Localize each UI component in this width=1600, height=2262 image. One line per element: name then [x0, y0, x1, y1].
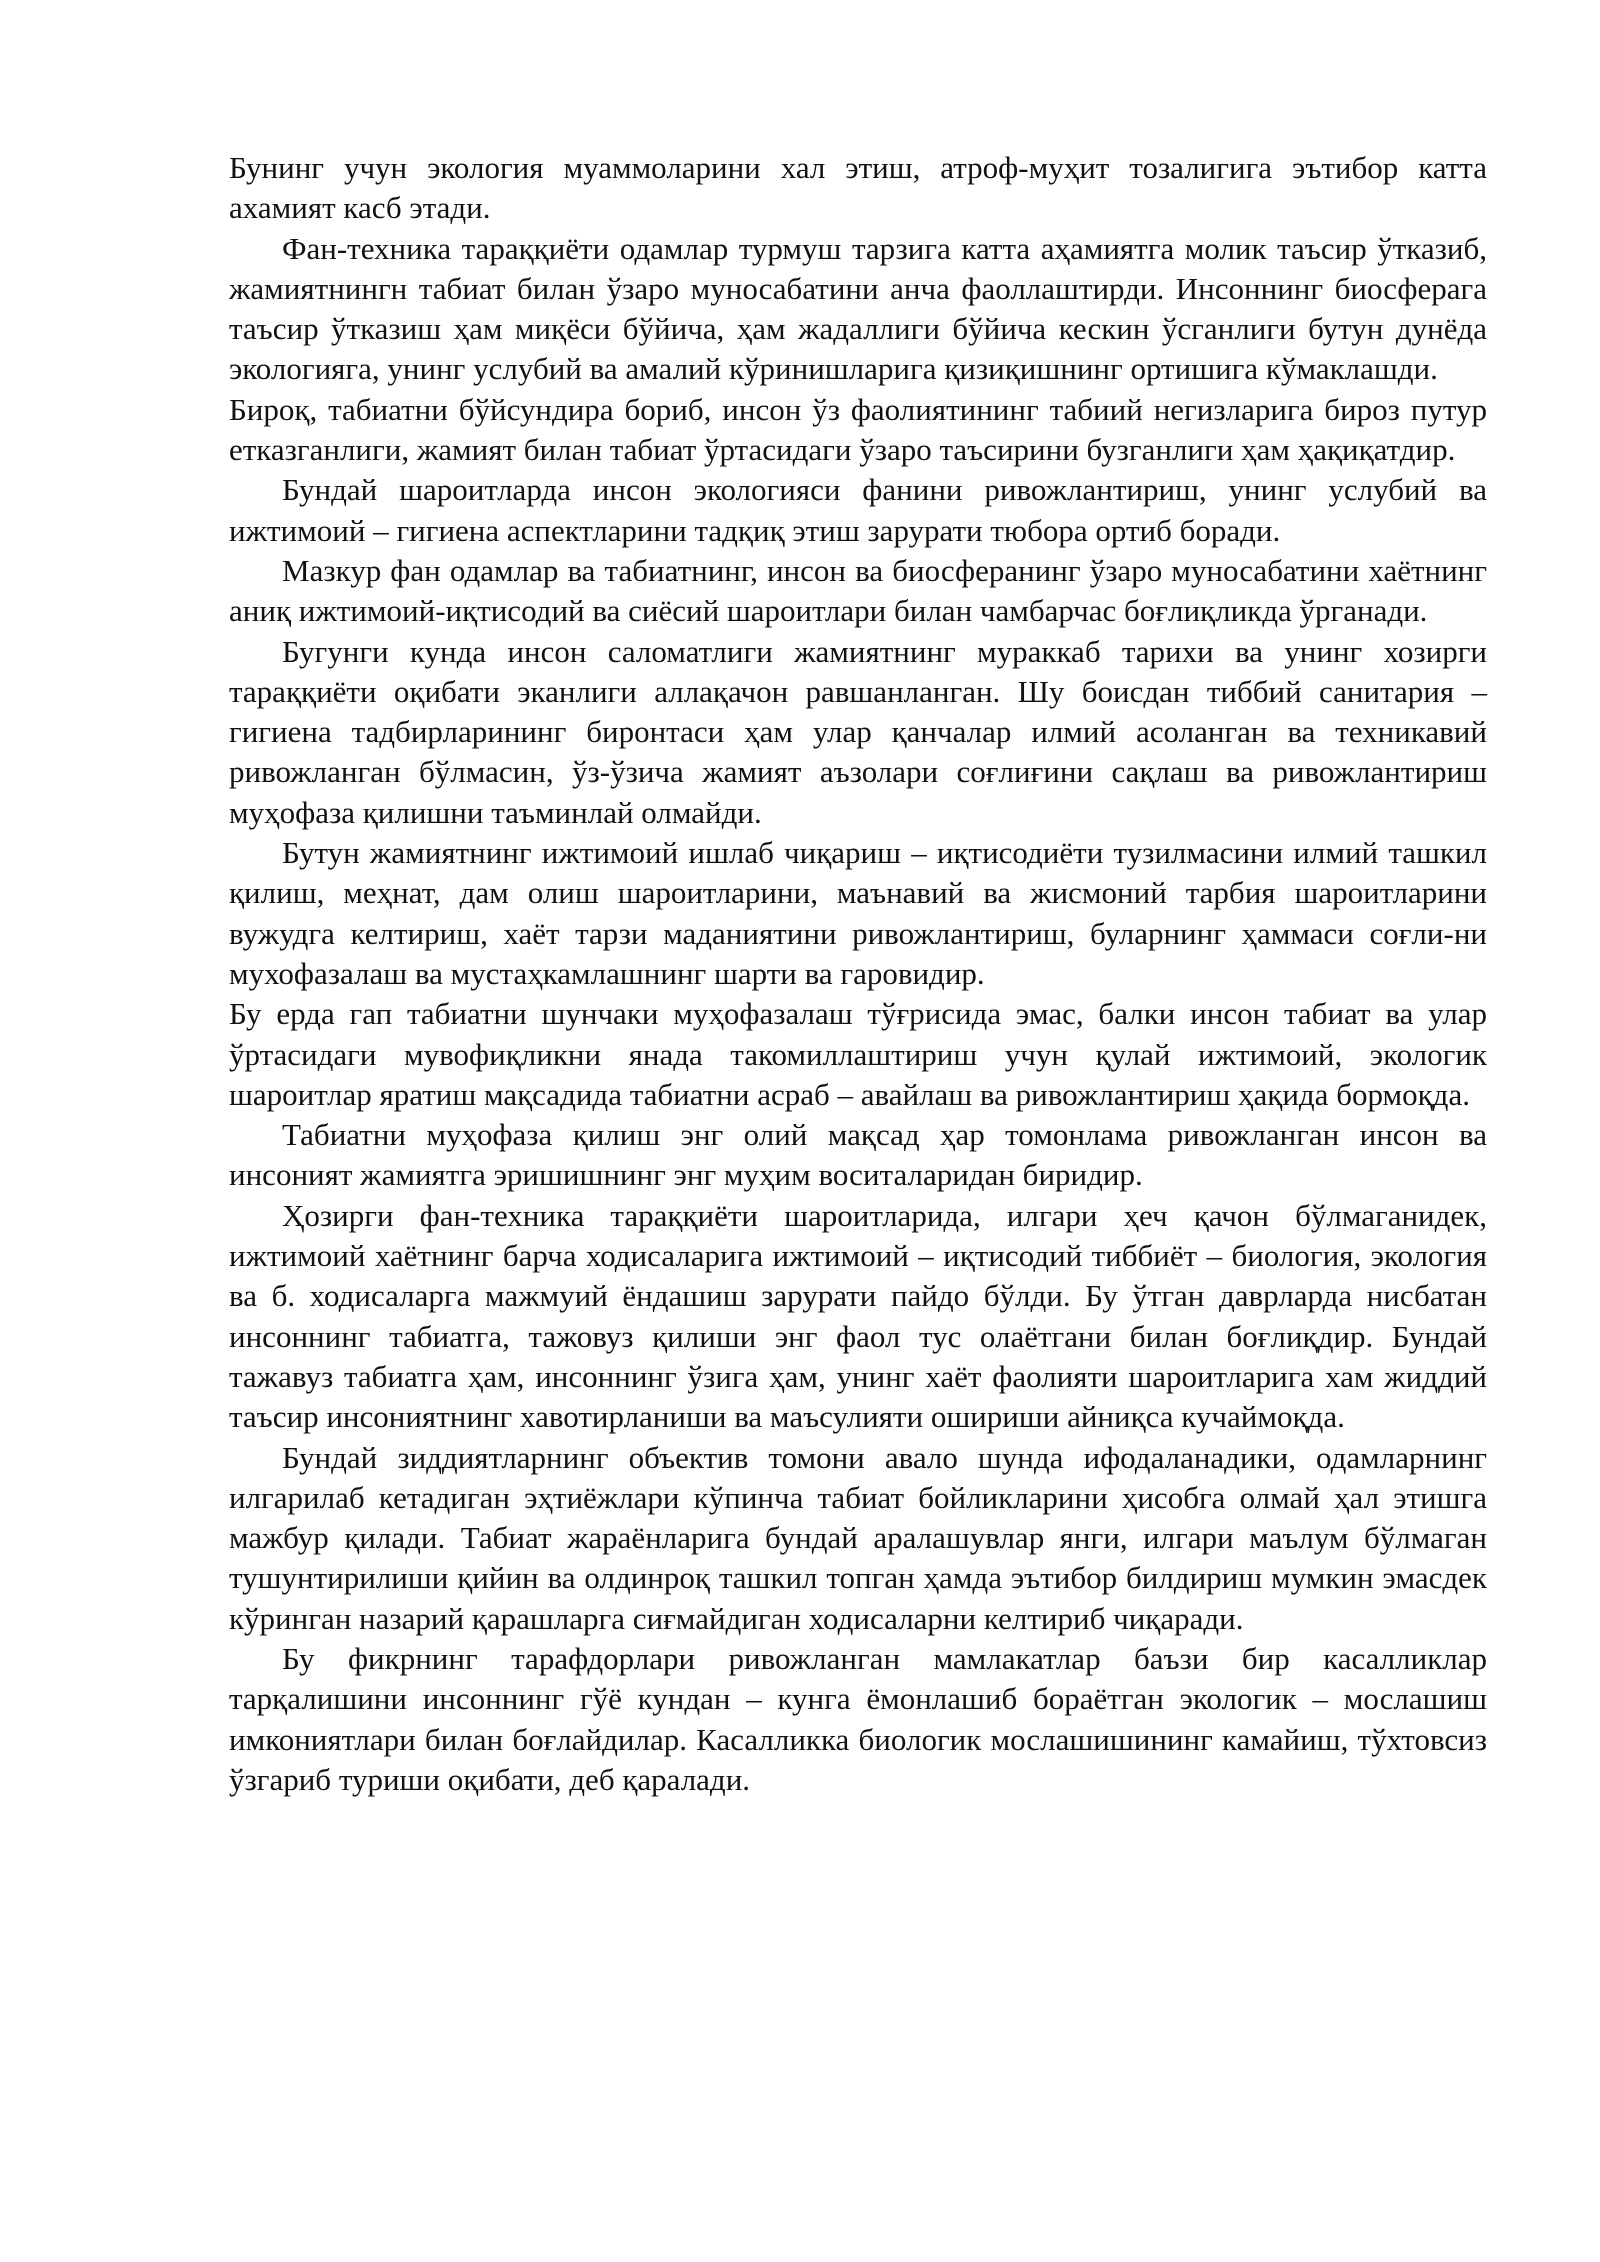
document-page — [229, 148, 1487, 1800]
paragraph-8: Бу ерда гап табиатни шунчаки муҳофазалаш тўғрисида эмас, балки инсон табиат ва улар ўртасидаги мувофиқликни янада такомиллаштириш учун қулай ижтимоий, экологик шароитлар яратиш мақсадида табиатни асраб – авайлаш ва ривожлантириш ҳақида бормоқда. — [229, 996, 1487, 1112]
paragraph-1: Бунинг учун экология муаммоларини хал этиш, атроф-муҳит тозалигига эътибор катта ахамият касб этади. — [229, 150, 1487, 226]
paragraph-4: Бундай шароитларда инсон экологияси фанини ривожлантириш, унинг услубий ва ижтимоий – гигиена аспектларини тадқиқ этиш зарурати тюбора ортиб боради. — [229, 472, 1487, 548]
paragraph-9: Табиатни муҳофаза қилиш энг олий мақсад ҳар томонлама ривожланган инсон ва инсоният жамиятга эришишнинг энг муҳим воситаларидан биридир. — [229, 1117, 1487, 1193]
paragraph-6: Бугунги кунда инсон саломатлиги жамиятнинг мураккаб тарихи ва унинг хозирги тараққиёти оқибати эканлиги аллақачон равшанланган. Шу боисдан тиббий санитария – гигиена тадбирларининг биронтаси ҳам улар қанчалар илмий асоланган ва техникавий ривожланган бўлмасин, ўз-ўзича жамият аъзолари соғлиғини сақлаш ва ривожлантириш муҳофаза қилишни таъминлай олмайди. — [229, 633, 1487, 830]
paragraph-10: Ҳозирги фан-техника тараққиёти шароитларида, илгари ҳеч қачон бўлмаганидек, ижтимоий хаётнинг барча ходисаларига ижтимоий – иқтисодий тиббиёт – биология, экология ва б. ходисаларга мажмуий ёндашиш зарурати пайдо бўлди. Бу ўтган даврларда нисбатан инсоннинг табиатга, тажовуз қилиши энг фаол тус олаётгани билан боғлиқдир. Бундай тажавуз табиатга ҳам, инсоннинг ўзига ҳам, унинг хаёт фаолияти шароитларига хам жиддий таъсир инсониятнинг хавотирланиши ва маъсулияти ошириши айниқса кучаймоқда. — [229, 1197, 1487, 1435]
paragraph-5: Мазкур фан одамлар ва табиатнинг, инсон ва биосферанинг ўзаро муносабатини хаётнинг аниқ ижтимоий-иқтисодий ва сиёсий шароитлари билан чамбарчас боғлиқликда ўрганади. — [229, 552, 1487, 629]
paragraph-2: Фан-техника тараққиёти одамлар турмуш тарзига катта аҳамиятга молик таъсир ўтказиб, жамиятнингн табиат билан ўзаро муносабатини анча фаоллаштирди. Инсоннинг биосферага таъсир ўтказиш ҳам миқёси бўйича, ҳам жадаллиги бўйича кескин ўсганлиги бутун дунёда экологияга, унинг услубий ва амалий кўринишларига қизиқишнинг ортишига кўмаклашди. — [229, 230, 1487, 387]
paragraph-3: Бироқ, табиатни бўйсундира бориб, инсон ўз фаолиятининг табиий негизларига бироз путур етказганлиги, жамият билан табиат ўртасидаги ўзаро таъсирини бузганлиги ҳам ҳақиқатдир. — [229, 391, 1487, 468]
paragraph-11: Бундай зиддиятларнинг объектив томони авало шунда ифодаланадики, одамларнинг илгарилаб кетадиган эҳтиёжлари кўпинча табиат бойликларини ҳисобга олмай ҳал этишга мажбур қилади. Табиат жараёнларига бундай аралашувлар янги, илгари маълум бўлмаган тушунтирилиши қийин ва олдинроқ ташкил топган ҳамда эътибор билдириш мумкин эмасдек кўринган назарий қарашларга сиғмайдиган ходисаларни келтириб чиқаради. — [229, 1439, 1487, 1636]
paragraph-7: Бутун жамиятнинг ижтимоий ишлаб чиқариш – иқтисодиёти тузилмасини илмий ташкил қилиш, меҳнат, дам олиш шароитларини, маънавий ва жисмоний тарбия шароитларини вужудга келтириш, хаёт тарзи маданиятини ривожлантириш, буларнинг ҳаммаси соғли-ни мухофазалаш ва мустаҳкамлашнинг шарти ва гаровидир. — [229, 835, 1487, 991]
paragraph-12: Бу фикрнинг тарафдорлари ривожланган мамлакатлар баъзи бир касалликлар тарқалишини инсоннинг гўё кундан – кунга ёмонлашиб бораётган экологик – мослашиш имкониятлари билан боғлайдилар. Касалликка биологик мослашишининг камайиш, тўхтовсиз ўзгариб туриши оқибати, деб қаралади. — [229, 1640, 1487, 1797]
